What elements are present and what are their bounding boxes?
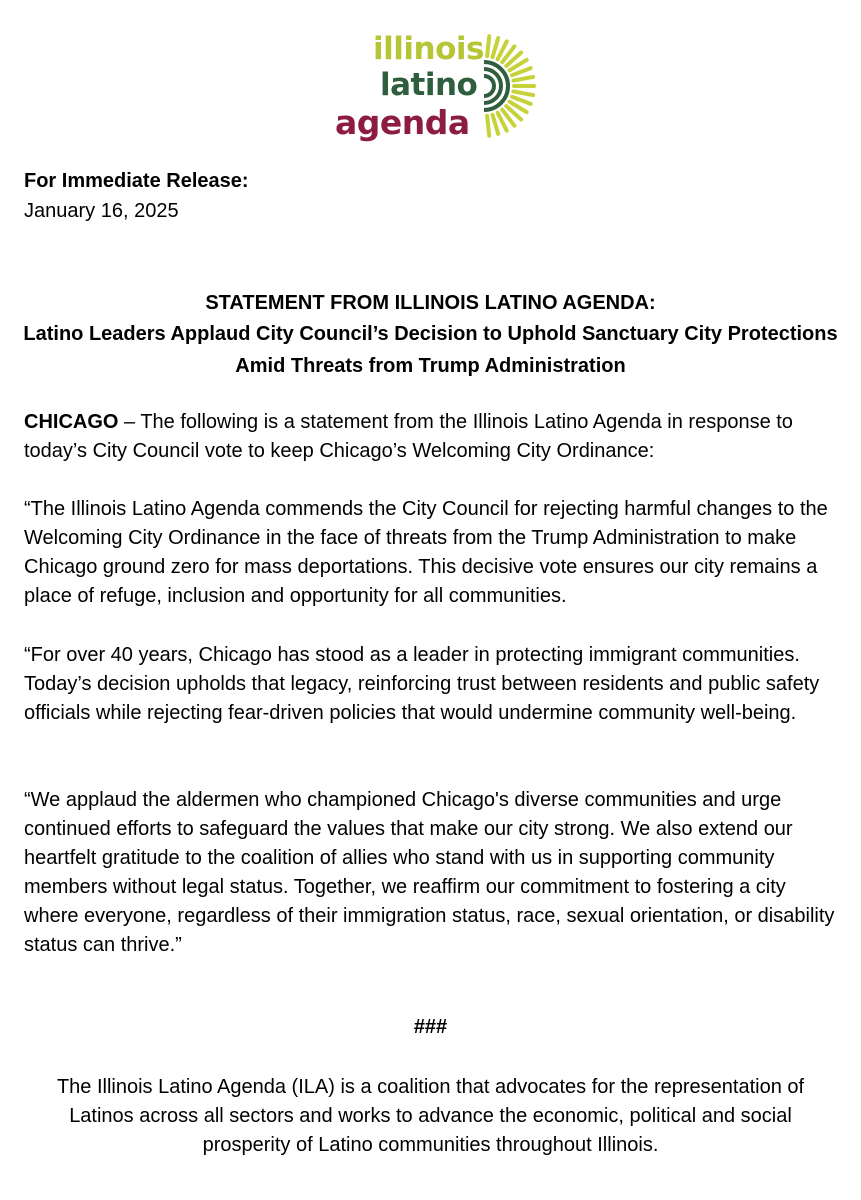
quote-paragraph-3: “We applaud the aldermen who championed Chicago's diverse communities and urge continued efforts to safeguard the values that make our city strong. We also extend our heartfelt gratitude to the coalition of allies who stand with us in supporting community members without legal status. Together, we reaffirm our commitment to fostering a city where everyone, regardless of their immigration status, race, sexual orientation, or disability status can thrive.” (24, 789, 835, 956)
statement-subheading: Latino Leaders Applaud City Council’s Decision to Uphold Sanctuary City Protections Amid Threats from Trump Administration (23, 323, 838, 377)
logo-word-agenda: agenda (335, 103, 470, 142)
sun-icon (478, 34, 536, 138)
logo-word-latino: latino (380, 67, 478, 103)
release-date: January 16, 2025 (24, 200, 179, 222)
sun-ray (487, 116, 489, 136)
sun-ray (513, 77, 533, 81)
statement-heading: STATEMENT FROM ILLINOIS LATINO AGENDA: (205, 292, 656, 314)
sun-ray (513, 91, 533, 95)
intro-text: – The following is a statement from the Illinois Latino Agenda in response to today’s City Council vote to keep Chicago’s Welcoming City Ordinance: (24, 411, 793, 462)
sun-arc (484, 76, 494, 96)
sun-ray (487, 36, 489, 56)
logo-word-illinois: illinois (373, 31, 484, 67)
end-mark: ### (413, 1016, 448, 1038)
about-organization: The Illinois Latino Agenda (ILA) is a coalition that advocates for the representation of Latinos across all sectors and works to advance the economic, political and social prosperity of Latino communities throughout Illinois. (56, 1076, 805, 1156)
quote-paragraph-2: “For over 40 years, Chicago has stood as a leader in protecting immigrant communities. Today’s decision upholds that legacy, reinforcing trust between residents and public safety officials while rejecting fear-driven policies that would undermine community well-being. (24, 644, 820, 724)
sun-arcs-icon (484, 62, 508, 110)
release-label: For Immediate Release: (24, 170, 249, 192)
quote-paragraph-1: “The Illinois Latino Agenda commends the City Council for rejecting harmful changes to the Welcoming City Ordinance in the face of threats from the Trump Administration to make Chicago ground zero for mass deportations. This decisive vote ensures our city remains a place of refuge, inclusion and opportunity for all communities. (24, 498, 828, 607)
organization-logo (330, 28, 540, 146)
dateline: CHICAGO (24, 411, 119, 433)
intro-paragraph (24, 408, 842, 466)
sun-ray (493, 115, 499, 134)
sun-ray (493, 38, 499, 57)
